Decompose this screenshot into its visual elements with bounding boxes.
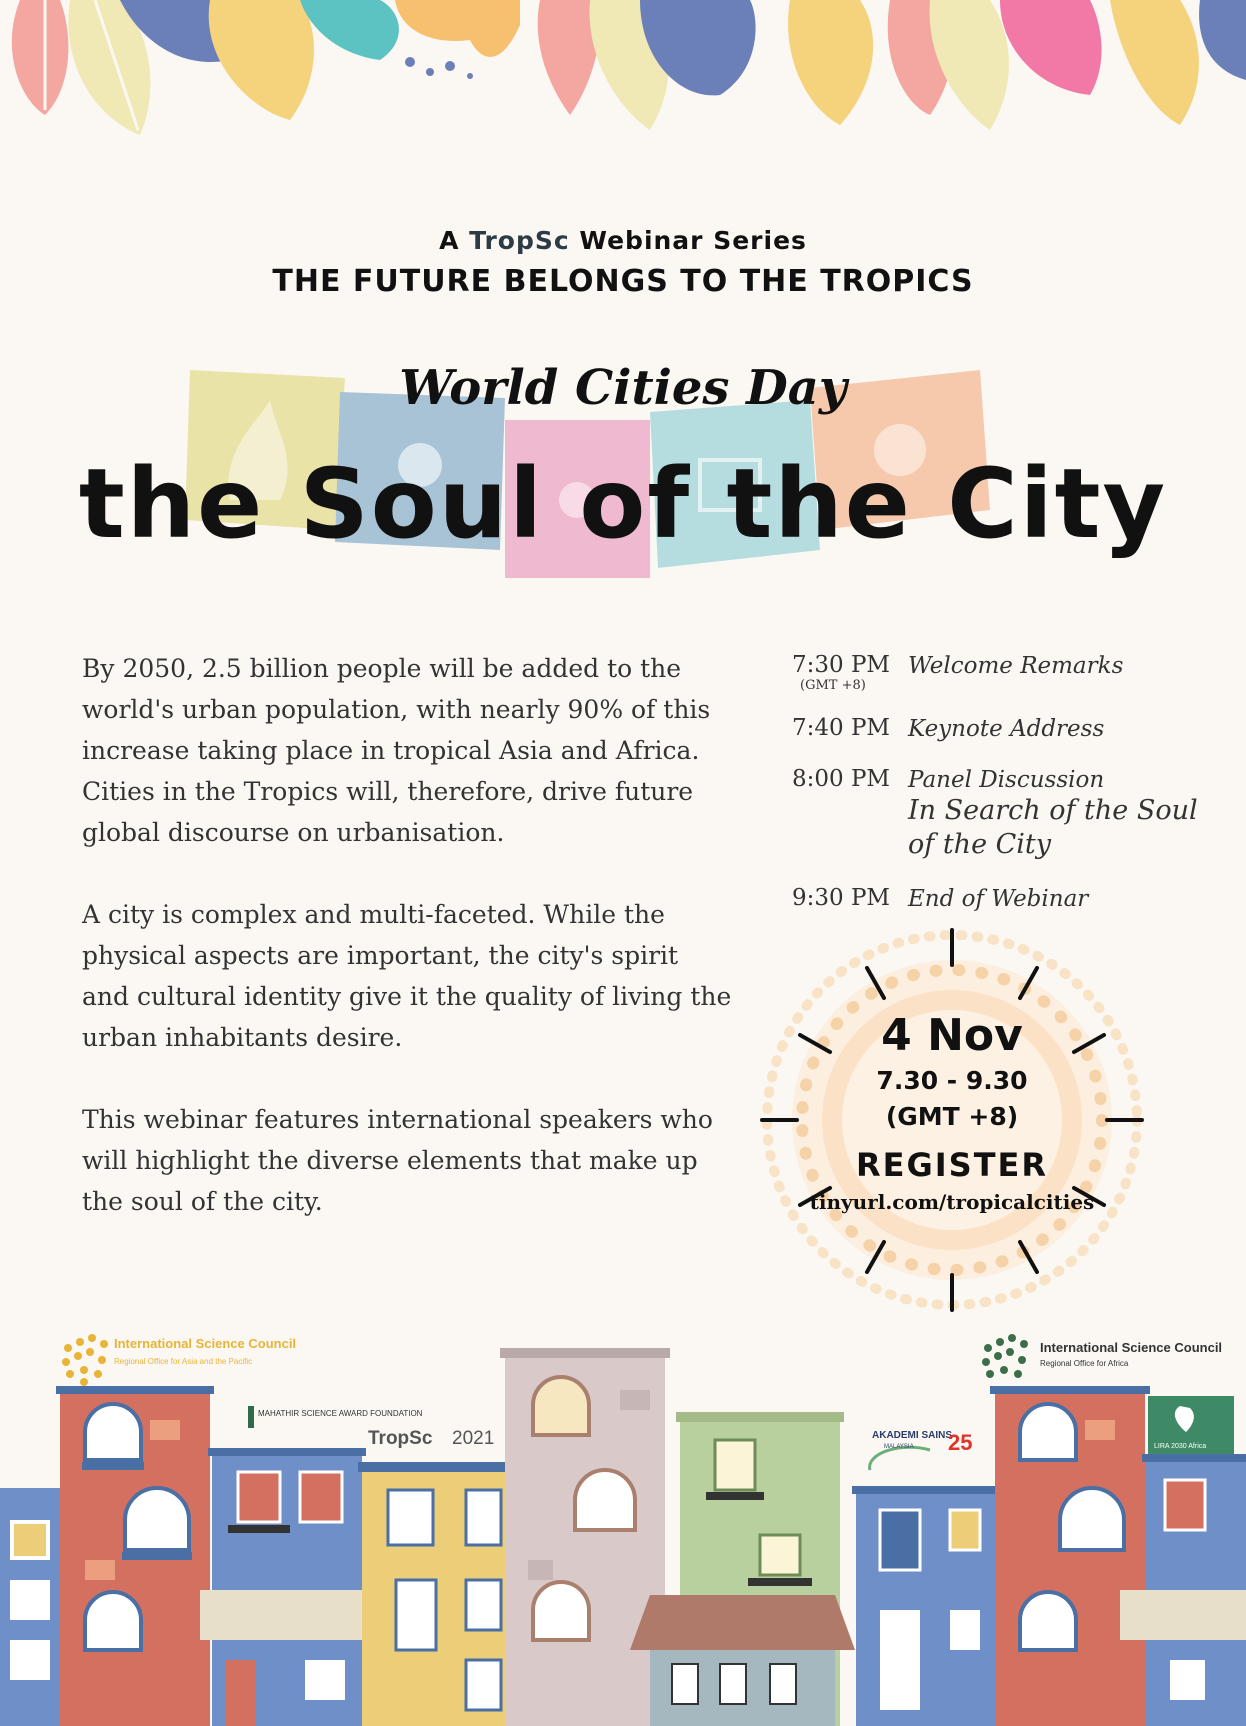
schedule-time: 8:00 PM (792, 766, 890, 792)
schedule-event-detail: In Search of the Soul of the City (908, 795, 1198, 860)
lira-2030-logo (1148, 1396, 1234, 1456)
program-schedule (780, 652, 1200, 932)
isc-logo-right (982, 1334, 1222, 1378)
akademi-name: AKADEMI SAINS (872, 1430, 953, 1441)
schedule-time: 7:40 PM (792, 715, 890, 741)
tropsc-brand: TropSc (469, 226, 570, 255)
schedule-time: 7:30 PM (792, 652, 890, 678)
schedule-event: Welcome Remarks (908, 653, 1124, 679)
schedule-row (780, 885, 1200, 915)
leaf-icon (12, 0, 69, 115)
series-prefix: A (439, 226, 460, 255)
akademi-anniversary: 25 (948, 1430, 973, 1455)
isc-dots-icon (982, 1334, 1028, 1378)
isc-dots-icon (62, 1334, 108, 1386)
schedule-row (780, 766, 1200, 868)
leaf-icon (209, 0, 314, 120)
event-timezone: (GMT +8) (885, 1102, 1019, 1131)
leaf-icon (300, 0, 399, 60)
mahathir-logo (248, 1406, 423, 1428)
akademi-sains-logo (870, 1430, 973, 1470)
event-date: 4 Nov (881, 1010, 1023, 1061)
city-skyline-illustration (0, 1320, 1246, 1726)
event-time-range: 7.30 - 9.30 (876, 1066, 1028, 1095)
description-paragraph: By 2050, 2.5 billion people will be added to the world's urban population, with nearly 90% of this increase taking place in tropical Asia and Africa. Cities in the Tropics will, therefore, drive future global discourse on urbanisation. (82, 654, 711, 847)
isc-left-office: Regional Office for Asia and the Pacific (114, 1357, 253, 1366)
isc-left-name: International Science Council (114, 1336, 297, 1351)
leaf-icon (1110, 0, 1199, 125)
mahathir-name: MAHATHIR SCIENCE AWARD FOUNDATION (258, 1409, 423, 1418)
series-suffix: Webinar Series (579, 226, 807, 255)
schedule-event: Panel Discussion (908, 767, 1105, 793)
event-title: the Soul of the City (78, 448, 1168, 560)
lira-name: LIRA 2030 Africa (1154, 1443, 1207, 1450)
event-description (82, 648, 732, 1263)
tropsc-logo-year: 2021 (452, 1428, 495, 1449)
leaf-icon (1000, 0, 1102, 95)
isc-right-name: International Science Council (1040, 1340, 1223, 1355)
leaf-icon (395, 0, 520, 79)
series-tagline: THE FUTURE BELONGS TO THE TROPICS (272, 264, 974, 299)
event-subtitle: World Cities Day (399, 360, 847, 416)
leaf-icon (930, 0, 1009, 130)
schedule-time: 9:30 PM (792, 885, 890, 911)
description-paragraph: This webinar features international speakers who will highlight the diverse elements that make up the soul of the city. (82, 1105, 713, 1216)
isc-logo-left (62, 1334, 296, 1386)
description-paragraph: A city is complex and multi-faceted. While the physical aspects are important, the city's spirit and cultural identity give it the quality of living the urban inhabitants desire. (82, 900, 732, 1052)
series-heading (0, 226, 1246, 255)
leaf-garland-decoration (0, 0, 1246, 150)
register-link[interactable]: tinyurl.com/tropicalcities (809, 1190, 1095, 1214)
schedule-row (780, 652, 1200, 698)
akademi-country: MALAYSIA (884, 1444, 914, 1450)
tropsc-logo-name: TropSc (368, 1428, 433, 1449)
register-label: REGISTER (855, 1146, 1049, 1184)
isc-right-office: Regional Office for Africa (1040, 1359, 1129, 1368)
schedule-event: Keynote Address (908, 716, 1105, 742)
leaf-icon (788, 0, 873, 125)
schedule-event: End of Webinar (908, 886, 1089, 912)
tropsc-2021-logo (368, 1428, 494, 1449)
schedule-timezone: (GMT +8) (800, 678, 866, 693)
leaf-icon (1199, 0, 1246, 80)
schedule-row (780, 715, 1200, 749)
